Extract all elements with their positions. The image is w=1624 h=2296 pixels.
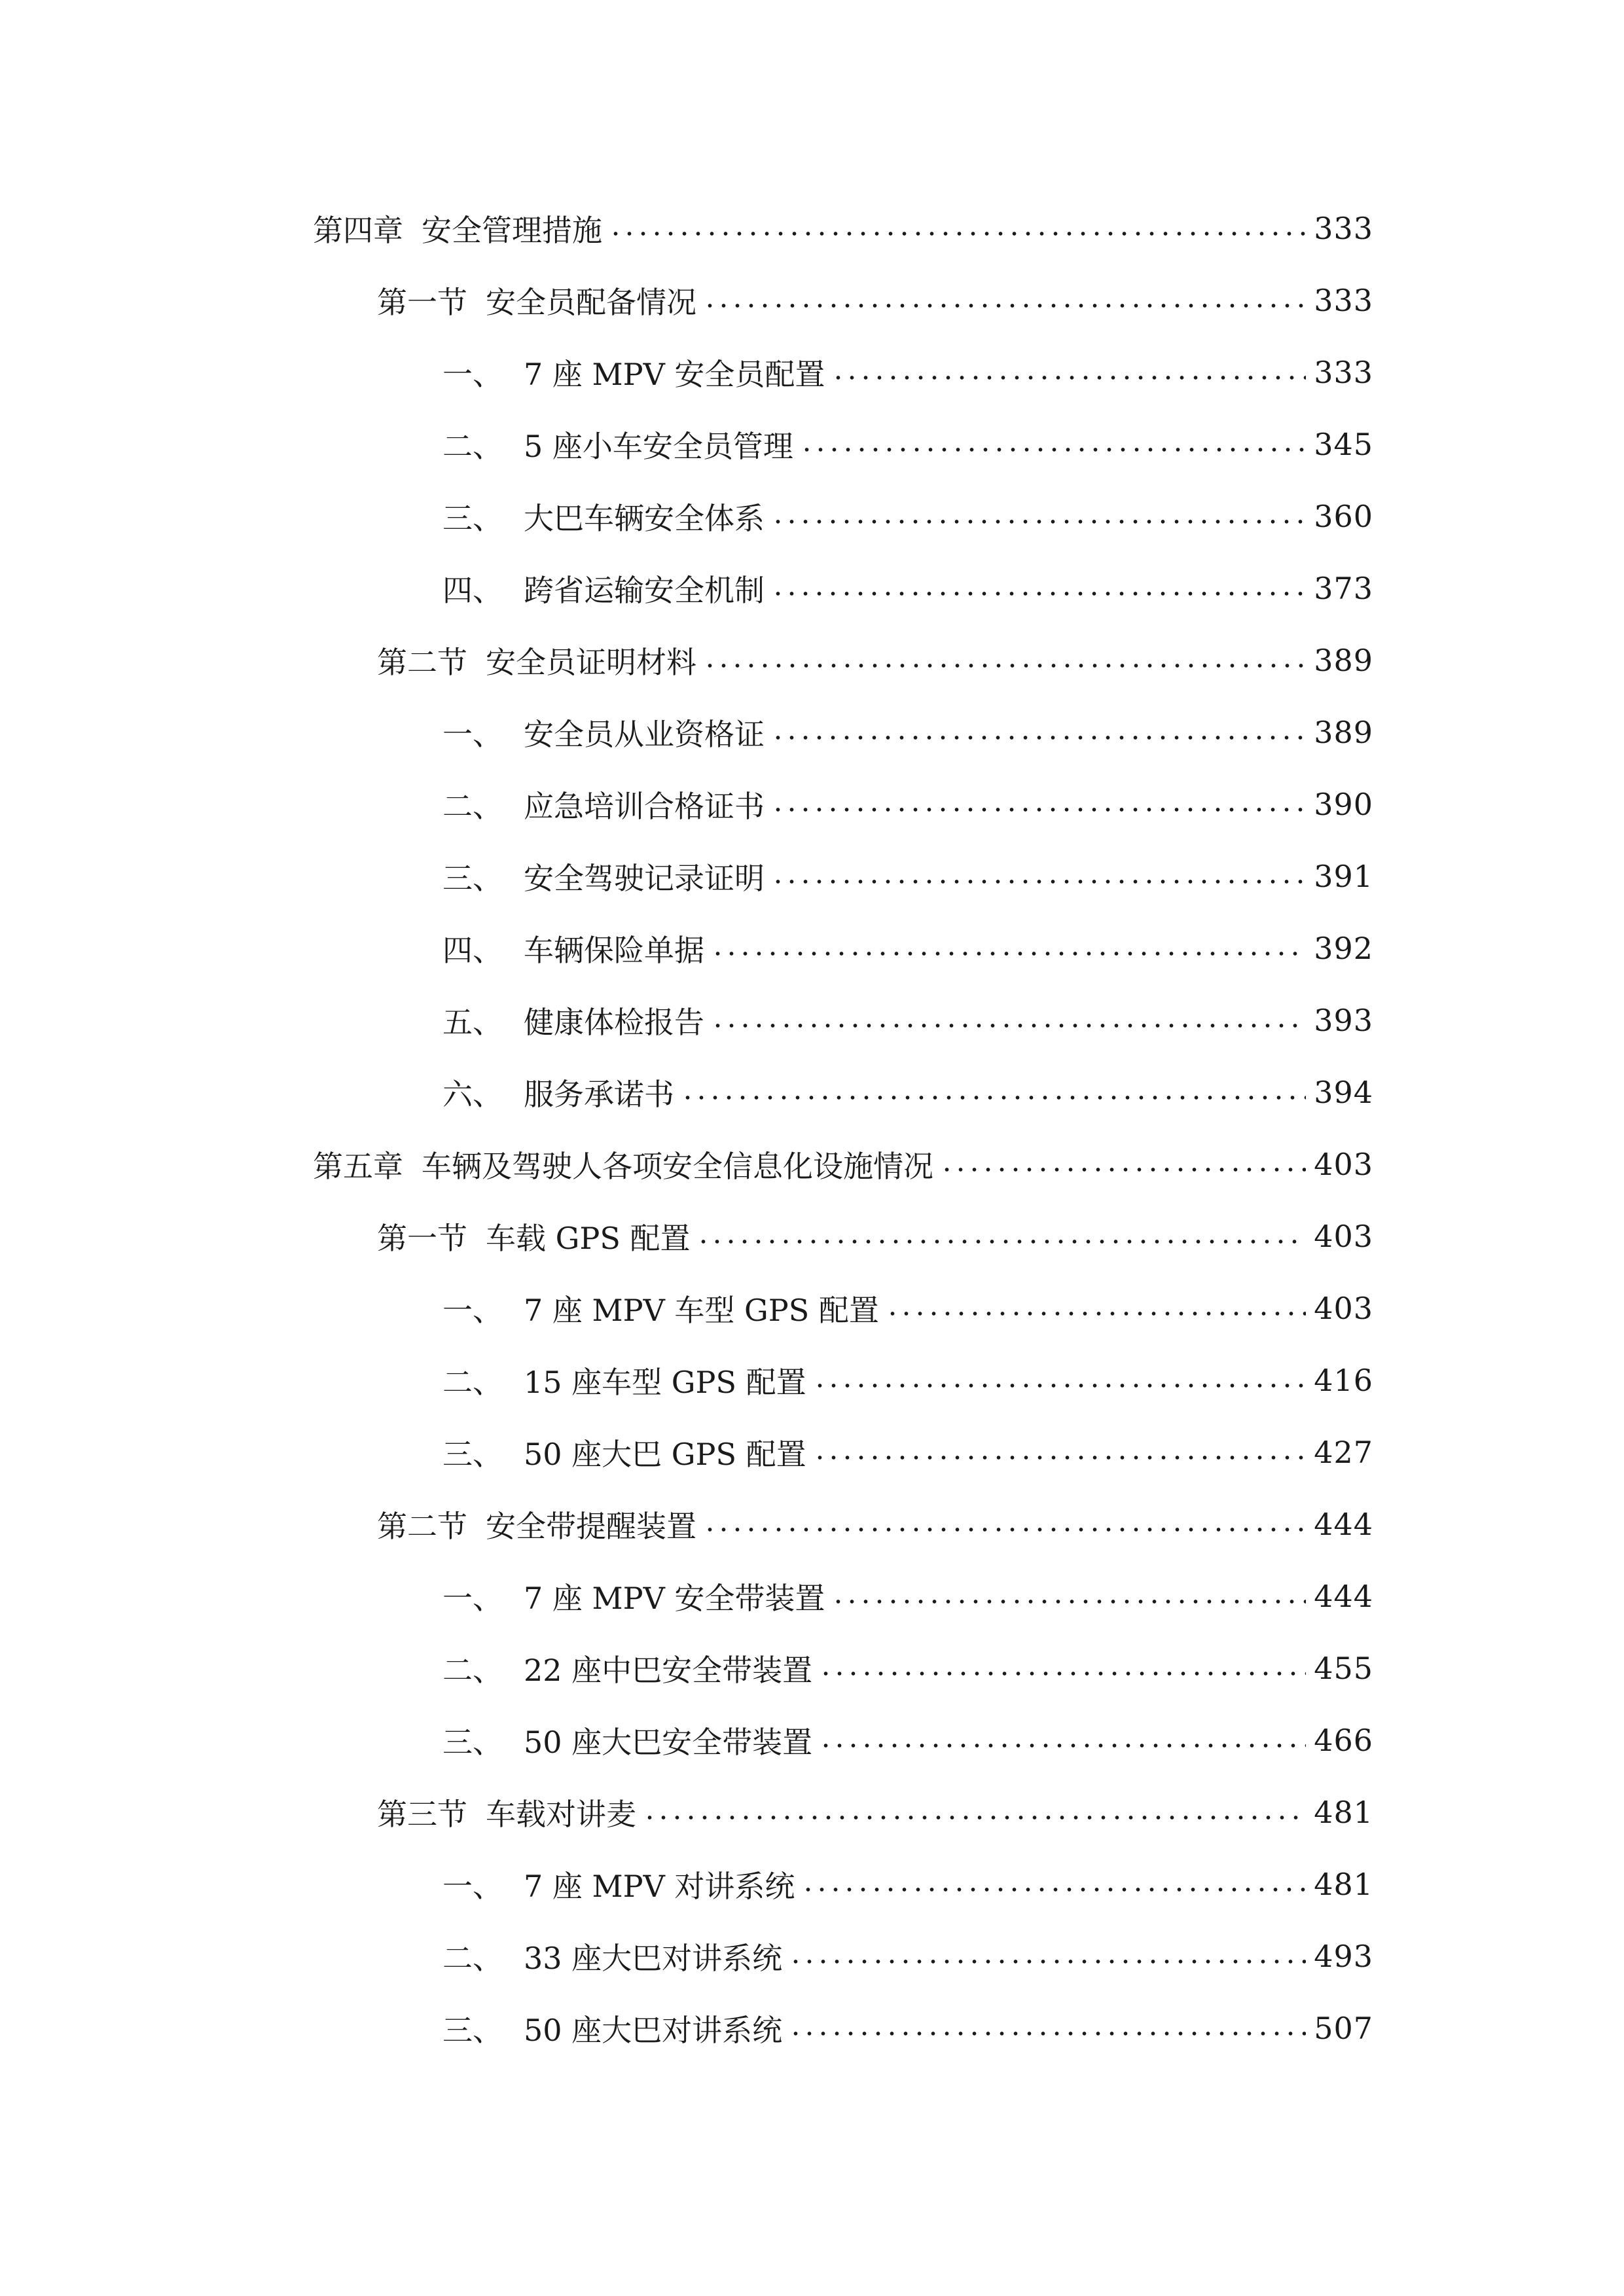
dot-leader xyxy=(703,278,1306,323)
toc-entry-page: 444 xyxy=(1314,1507,1373,1542)
toc-item-entry[interactable] xyxy=(442,2005,1373,2051)
toc-entry-title: 安全驾驶记录证明 xyxy=(524,861,765,896)
toc-section-entry[interactable] xyxy=(377,1789,1373,1835)
toc-item-entry[interactable] xyxy=(442,781,1373,827)
toc-entry-marker: 一、 xyxy=(442,1869,503,1904)
toc-entry-page: 455 xyxy=(1314,1651,1373,1686)
toc-entry-marker: 二、 xyxy=(442,789,503,824)
toc-item-entry[interactable] xyxy=(442,1933,1373,1979)
toc-chapter-entry[interactable] xyxy=(313,1141,1373,1187)
toc-entry-page: 416 xyxy=(1314,1363,1373,1398)
toc-entry-marker: 三、 xyxy=(442,501,503,536)
toc-entry-page: 360 xyxy=(1314,499,1373,534)
dot-leader xyxy=(771,709,1306,755)
toc-entry-marker: 三、 xyxy=(442,1437,503,1472)
dot-leader xyxy=(831,1573,1306,1619)
toc-entry-title: 50 座大巴安全带装置 xyxy=(524,1725,813,1760)
toc-entry-page: 390 xyxy=(1314,787,1373,822)
toc-entry-title: 7 座 MPV 安全员配置 xyxy=(524,357,825,392)
toc-entry-page: 394 xyxy=(1314,1075,1373,1110)
dot-leader xyxy=(609,206,1306,251)
toc-entry-title: 车辆及驾驶人各项安全信息化设施情况 xyxy=(422,1149,933,1184)
toc-entry-page: 389 xyxy=(1314,643,1373,678)
dot-leader xyxy=(643,1789,1306,1835)
toc-entry-marker: 六、 xyxy=(442,1077,503,1112)
dot-leader xyxy=(696,1213,1306,1259)
toc-entry-page: 333 xyxy=(1314,355,1373,390)
toc-entry-title: 健康体检报告 xyxy=(524,1005,704,1040)
toc-entry-marker: 第二节 xyxy=(377,1509,467,1544)
toc-chapter-entry[interactable] xyxy=(313,206,1373,251)
toc-entry-page: 466 xyxy=(1314,1723,1373,1758)
toc-entry-marker: 二、 xyxy=(442,1941,503,1976)
toc-entry-page: 403 xyxy=(1314,1291,1373,1326)
toc-entry-page: 507 xyxy=(1314,2011,1373,2046)
toc-section-entry[interactable] xyxy=(377,1213,1373,1259)
toc-item-entry[interactable] xyxy=(442,925,1373,971)
toc-entry-marker: 三、 xyxy=(442,1725,503,1760)
toc-entry-marker: 四、 xyxy=(442,573,503,608)
toc-entry-title: 应急培训合格证书 xyxy=(524,789,765,824)
toc-entry-marker: 第五章 xyxy=(313,1149,403,1184)
toc-entry-marker: 四、 xyxy=(442,933,503,968)
dot-leader xyxy=(681,1069,1306,1115)
toc-item-entry[interactable] xyxy=(442,1861,1373,1907)
toc-entry-page: 481 xyxy=(1314,1795,1373,1830)
toc-item-entry[interactable] xyxy=(442,493,1373,539)
toc-section-entry[interactable] xyxy=(377,1501,1373,1547)
dot-leader xyxy=(771,781,1306,827)
toc-item-entry[interactable] xyxy=(442,1069,1373,1115)
toc-entry-title: 15 座车型 GPS 配置 xyxy=(524,1365,806,1400)
dot-leader xyxy=(771,565,1306,611)
dot-leader xyxy=(886,1285,1306,1331)
toc-item-entry[interactable] xyxy=(442,350,1373,395)
toc-item-entry[interactable] xyxy=(442,1717,1373,1763)
toc-item-entry[interactable] xyxy=(442,1429,1373,1475)
toc-entry-page: 444 xyxy=(1314,1579,1373,1614)
dot-leader xyxy=(703,1501,1306,1547)
dot-leader xyxy=(801,1861,1306,1907)
toc-entry-title: 7 座 MPV 安全带装置 xyxy=(524,1581,825,1616)
dot-leader xyxy=(703,637,1306,683)
dot-leader xyxy=(940,1141,1306,1187)
toc-entry-marker: 三、 xyxy=(442,861,503,896)
dot-leader xyxy=(819,1717,1306,1763)
toc-entry-page: 481 xyxy=(1314,1867,1373,1902)
toc-entry-marker: 二、 xyxy=(442,1653,503,1688)
toc-item-entry[interactable] xyxy=(442,853,1373,899)
toc-entry-page: 345 xyxy=(1314,427,1373,462)
toc-entry-title: 22 座中巴安全带装置 xyxy=(524,1653,813,1688)
toc-item-entry[interactable] xyxy=(442,565,1373,611)
toc-entry-title: 安全管理措施 xyxy=(422,213,602,248)
toc-entry-page: 493 xyxy=(1314,1939,1373,1974)
toc-entry-title: 安全带提醒装置 xyxy=(486,1509,696,1544)
toc-entry-marker: 一、 xyxy=(442,357,503,392)
toc-entry-title: 33 座大巴对讲系统 xyxy=(524,1941,783,1976)
toc-item-entry[interactable] xyxy=(442,1645,1373,1691)
dot-leader xyxy=(711,997,1306,1043)
dot-leader xyxy=(800,422,1306,467)
toc-item-entry[interactable] xyxy=(442,422,1373,467)
toc-entry-title: 安全员从业资格证 xyxy=(524,717,765,752)
toc-item-entry[interactable] xyxy=(442,709,1373,755)
toc-entry-page: 333 xyxy=(1314,283,1373,318)
toc-item-entry[interactable] xyxy=(442,1285,1373,1331)
toc-entry-marker: 第一节 xyxy=(377,1221,467,1256)
toc-item-entry[interactable] xyxy=(442,1357,1373,1403)
toc-entry-marker: 一、 xyxy=(442,1293,503,1328)
toc-entry-page: 393 xyxy=(1314,1003,1373,1038)
toc-entry-marker: 二、 xyxy=(442,1365,503,1400)
toc-entry-title: 车辆保险单据 xyxy=(524,933,704,968)
toc-entry-title: 安全员配备情况 xyxy=(486,285,696,320)
toc-entry-title: 7 座 MPV 车型 GPS 配置 xyxy=(524,1293,879,1328)
toc-entry-title: 安全员证明材料 xyxy=(486,645,696,680)
toc-entry-title: 50 座大巴对讲系统 xyxy=(524,2013,783,2048)
toc-entry-marker: 第一节 xyxy=(377,285,467,320)
toc-entry-title: 大巴车辆安全体系 xyxy=(524,501,765,536)
toc-entry-marker: 第三节 xyxy=(377,1797,467,1832)
toc-entry-page: 333 xyxy=(1314,211,1373,246)
toc-entry-page: 427 xyxy=(1314,1435,1373,1470)
toc-entry-title: 车载 GPS 配置 xyxy=(486,1221,691,1256)
dot-leader xyxy=(789,2005,1306,2051)
toc-entry-page: 403 xyxy=(1314,1219,1373,1254)
dot-leader xyxy=(813,1357,1307,1403)
dot-leader xyxy=(771,493,1306,539)
toc-entry-title: 车载对讲麦 xyxy=(486,1797,636,1832)
toc-entry-page: 403 xyxy=(1314,1147,1373,1182)
dot-leader xyxy=(813,1429,1307,1475)
toc-entry-marker: 一、 xyxy=(442,717,503,752)
toc-entry-title: 服务承诺书 xyxy=(524,1077,674,1112)
toc-entry-title: 5 座小车安全员管理 xyxy=(524,429,793,464)
toc-entry-title: 跨省运输安全机制 xyxy=(524,573,765,608)
toc-entry-page: 373 xyxy=(1314,571,1373,606)
toc-entry-marker: 五、 xyxy=(442,1005,503,1040)
dot-leader xyxy=(819,1645,1306,1691)
toc-entry-marker: 三、 xyxy=(442,2013,503,2048)
dot-leader xyxy=(771,853,1306,899)
toc-entry-marker: 一、 xyxy=(442,1581,503,1616)
toc-entry-marker: 第四章 xyxy=(313,213,403,248)
toc-section-entry[interactable] xyxy=(377,637,1373,683)
dot-leader xyxy=(711,925,1306,971)
toc-item-entry[interactable] xyxy=(442,997,1373,1043)
toc-entry-title: 50 座大巴 GPS 配置 xyxy=(524,1437,806,1472)
toc-entry-marker: 第二节 xyxy=(377,645,467,680)
toc-entry-page: 392 xyxy=(1314,931,1373,966)
toc-entry-page: 391 xyxy=(1314,859,1373,894)
dot-leader xyxy=(831,350,1306,395)
toc-entry-page: 389 xyxy=(1314,715,1373,750)
dot-leader xyxy=(789,1933,1306,1979)
toc-section-entry[interactable] xyxy=(377,278,1373,323)
toc-entry-title: 7 座 MPV 对讲系统 xyxy=(524,1869,795,1904)
toc-item-entry[interactable] xyxy=(442,1573,1373,1619)
toc-entry-marker: 二、 xyxy=(442,429,503,464)
